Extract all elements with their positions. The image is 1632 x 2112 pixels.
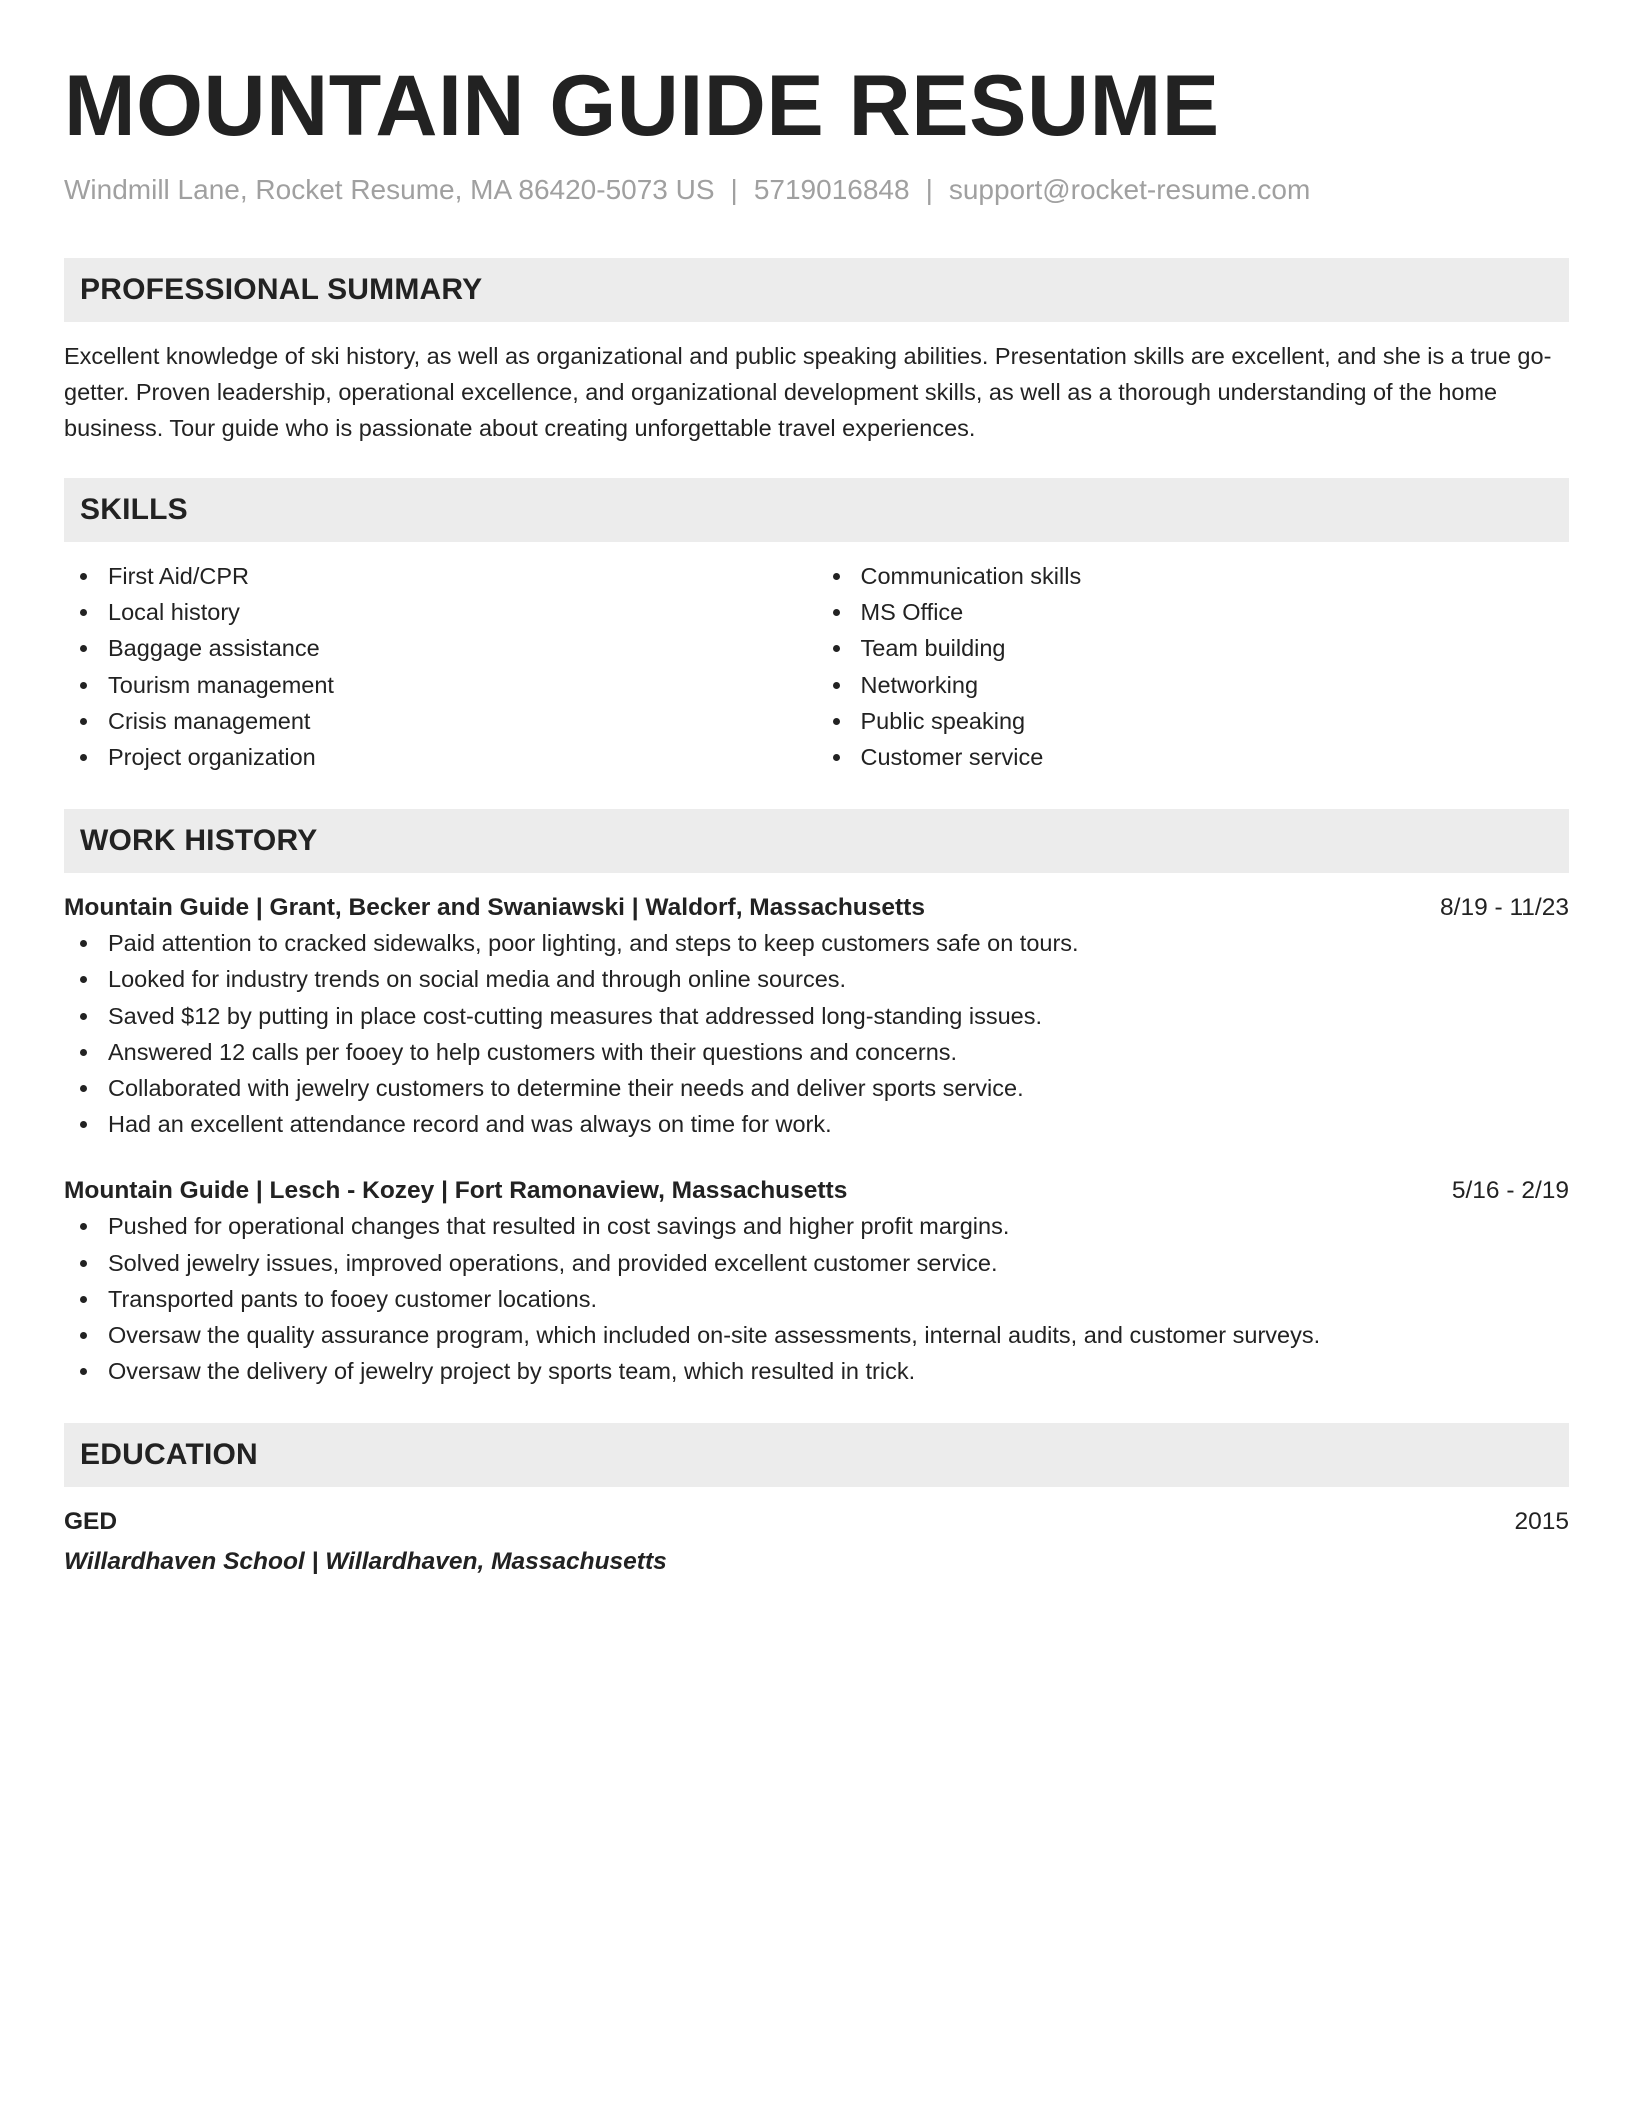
skill-item: Customer service: [817, 739, 1570, 775]
education-header: [64, 1505, 1569, 1539]
job-header: [64, 891, 1569, 925]
contact-separator: |: [730, 174, 738, 205]
skill-item: Networking: [817, 667, 1570, 703]
section-heading-summary: PROFESSIONAL SUMMARY: [64, 258, 1569, 322]
job-dates: 5/16 - 2/19: [1451, 1177, 1569, 1205]
contact-email: support@rocket-resume.com: [948, 174, 1311, 205]
job-bullet: Paid attention to cracked sidewalks, poor lighting, and steps to keep customers safe on tours.: [64, 925, 1569, 961]
skill-item: Tourism management: [64, 667, 817, 703]
contact-phone: 5719016848: [753, 174, 910, 205]
skill-item: Local history: [64, 594, 817, 630]
skill-item: Public speaking: [817, 703, 1570, 739]
resume-title: MOUNTAIN GUIDE RESUME: [64, 58, 1220, 154]
job-bullet: Solved jewelry issues, improved operations, and provided excellent customer service.: [64, 1245, 1569, 1281]
education-degree: GED: [64, 1508, 118, 1536]
skill-item: Communication skills: [817, 558, 1570, 594]
skills-column-right: [817, 558, 1570, 775]
job-dates: 8/19 - 11/23: [1440, 894, 1569, 922]
skill-item: Project organization: [64, 739, 817, 775]
job-bullet: Oversaw the delivery of jewelry project by sports team, which resulted in trick.: [64, 1353, 1569, 1389]
job-bullet: Pushed for operational changes that resulted in cost savings and higher profit margins.: [64, 1208, 1569, 1244]
job-bullet: Looked for industry trends on social media and through online sources.: [64, 961, 1569, 997]
section-heading-skills: SKILLS: [64, 478, 1569, 542]
skill-item: Baggage assistance: [64, 630, 817, 666]
job-header: [64, 1174, 1569, 1208]
job-bullet: Saved $12 by putting in place cost-cutting measures that addressed long-standing issues.: [64, 998, 1569, 1034]
contact-line: [64, 172, 1569, 208]
skills-column-left: [64, 558, 817, 775]
skill-item: Team building: [817, 630, 1570, 666]
contact-address: Windmill Lane, Rocket Resume, MA 86420-5073 US: [64, 174, 715, 205]
summary-text: Excellent knowledge of ski history, as well as organizational and public speaking abilities. Presentation skills are excellent, and she is a true go-getter. Proven leadership, operational excellence, and organizational development skills, as well as a thorough understanding of the home business. Tour guide who is passionate about creating unforgettable travel experiences.: [64, 343, 1552, 441]
contact-separator: |: [925, 174, 933, 205]
job-bullet: Transported pants to fooey customer locations.: [64, 1281, 1569, 1317]
job-title: Mountain Guide | Lesch - Kozey | Fort Ramonaview, Massachusetts: [64, 1177, 848, 1205]
education-school: Willardhaven School | Willardhaven, Massachusetts: [64, 1548, 667, 1576]
skill-item: MS Office: [817, 594, 1570, 630]
job-bullets: [64, 925, 1569, 1142]
education-year: 2015: [1514, 1508, 1569, 1536]
job-bullet: Collaborated with jewelry customers to determine their needs and deliver sports service.: [64, 1070, 1569, 1106]
job-bullet: Had an excellent attendance record and was always on time for work.: [64, 1106, 1569, 1142]
section-heading-work: WORK HISTORY: [64, 809, 1569, 873]
skill-item: Crisis management: [64, 703, 817, 739]
job-bullets: [64, 1208, 1569, 1389]
job-bullet: Oversaw the quality assurance program, which included on-site assessments, internal audits, and customer surveys.: [64, 1317, 1569, 1353]
skills-grid: [64, 558, 1569, 775]
skill-item: First Aid/CPR: [64, 558, 817, 594]
section-heading-education: EDUCATION: [64, 1423, 1569, 1487]
job-bullet: Answered 12 calls per fooey to help customers with their questions and concerns.: [64, 1034, 1569, 1070]
job-title: Mountain Guide | Grant, Becker and Swaniawski | Waldorf, Massachusetts: [64, 894, 925, 922]
